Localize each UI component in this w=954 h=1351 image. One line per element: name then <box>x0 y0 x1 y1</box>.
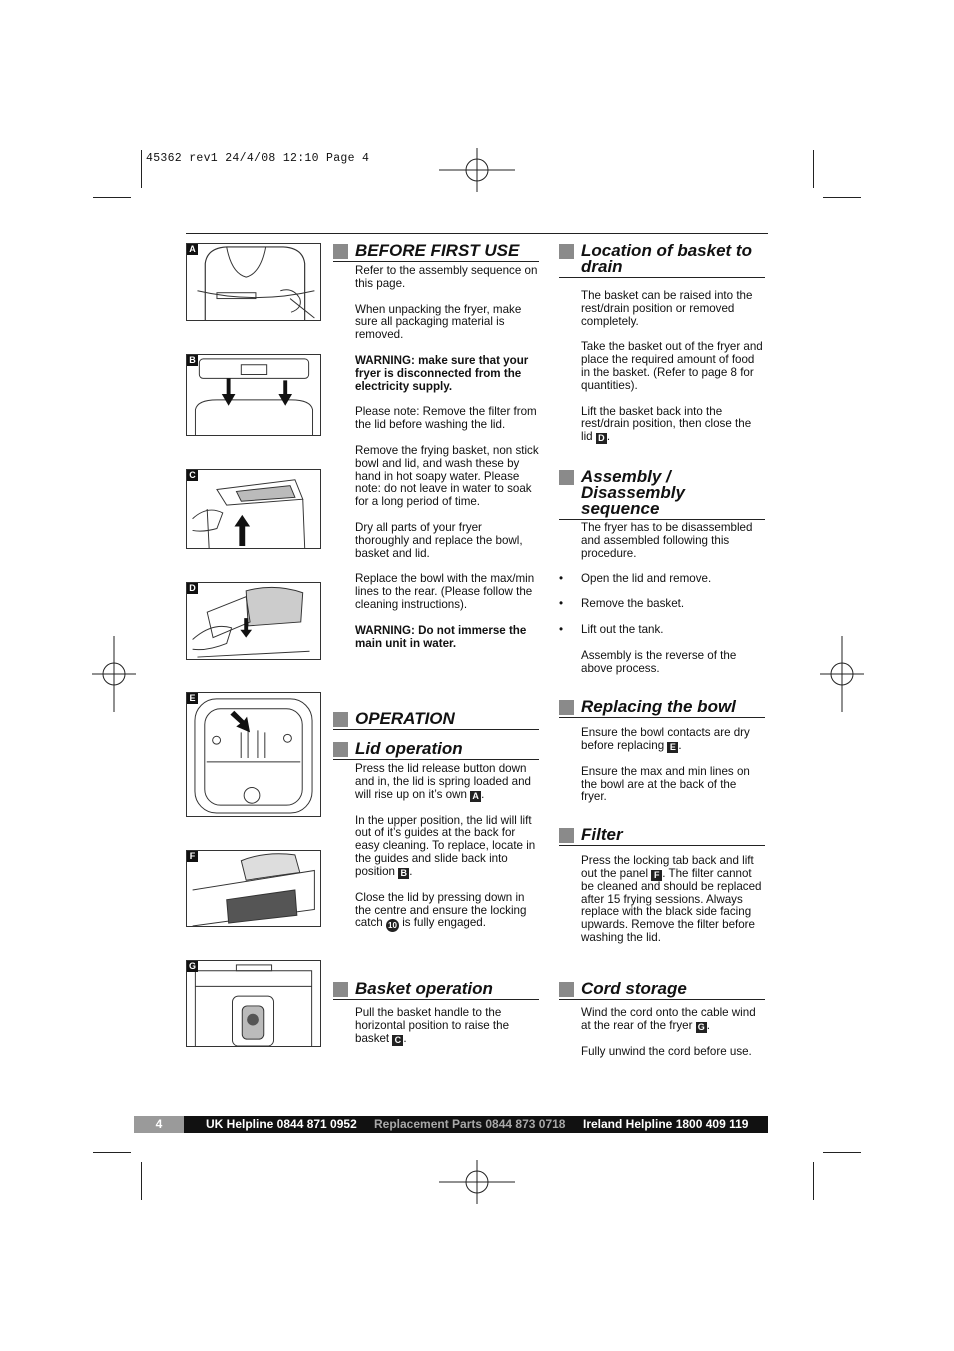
paragraph: In the upper position, the lid will lift out of it’s guides at the back for easy cleaning. To replace, locate in the guides and slide back into position B . <box>355 813 536 878</box>
paragraph: The basket can be raised into the rest/drain position or removed completely. <box>581 289 753 328</box>
figure-ref-b: B <box>398 868 409 879</box>
bullet-item: • Remove the basket. <box>581 598 765 611</box>
section-basket-operation-heading <box>333 981 539 1000</box>
section-square-icon <box>333 982 348 997</box>
section-square-icon <box>333 244 348 259</box>
bullet-item: • Open the lid and remove. <box>581 573 765 586</box>
filter-panel-illustration <box>187 851 320 926</box>
section-operation-heading <box>333 711 539 730</box>
bowl-contacts-illustration <box>187 693 320 816</box>
paragraph: Refer to the assembly sequence on this page. <box>355 264 538 290</box>
crop-mark <box>813 150 814 188</box>
bullet-item: • Lift out the tank. <box>581 624 765 637</box>
ireland-helpline: Ireland Helpline 1800 409 119 <box>583 1117 749 1131</box>
section-square-icon <box>559 700 574 715</box>
paragraph: Ensure the max and min lines on the bowl are at the back of the fryer. <box>581 764 750 804</box>
paragraph: When unpacking the fryer, make sure all packaging material is removed. <box>355 302 522 342</box>
section-square-icon <box>559 470 574 485</box>
lid-removal-illustration <box>187 355 320 435</box>
paragraph: Fully unwind the cord before use. <box>581 1044 752 1058</box>
paragraph: Assembly is the reverse of the above process. <box>581 648 737 675</box>
section-assembly-heading <box>559 469 765 520</box>
crop-mark <box>813 1162 814 1200</box>
figure-c <box>186 469 321 549</box>
figure-a <box>186 243 321 321</box>
crop-mark <box>93 1152 131 1153</box>
paragraph: Wind the cord onto the cable wind at the rear of the fryer G . <box>581 1006 756 1032</box>
warning-text: WARNING: make sure that your fryer is disconnected from the electricity supply. <box>355 353 529 393</box>
figure-label: D <box>187 583 198 594</box>
crop-mark <box>823 1152 861 1153</box>
figure-ref-c: C <box>392 1035 403 1046</box>
paragraph: Ensure the bowl contacts are dry before replacing E . <box>581 726 750 752</box>
section-square-icon <box>559 982 574 997</box>
paragraph: Press the lid release button down and in, the lid is spring loaded and will rise up on it’s own A . <box>355 762 531 801</box>
figure-label: E <box>187 693 198 704</box>
section-location-heading <box>559 243 765 278</box>
figure-ref-e: E <box>667 742 678 753</box>
paragraph: Lift the basket back into the rest/drain position, then close the lid D . <box>581 404 752 444</box>
basket-drain-illustration <box>187 583 320 659</box>
paragraph: Press the locking tab back and lift out the panel F . The filter cannot be cleaned and should be replaced after 15 frying sessions. Always replace with the black side facing upwards. Remove the filter before washing the lid. <box>581 854 762 944</box>
print-slug: 45362 rev1 24/4/08 12:10 Page 4 <box>146 152 370 165</box>
figure-ref-a: A <box>470 791 481 802</box>
figure-ref-d: D <box>596 433 607 444</box>
paragraph: Pull the basket handle to the horizontal position to raise the basket C . <box>355 1006 510 1045</box>
figure-label: G <box>188 961 196 971</box>
heading-text: Lid operation <box>355 739 463 758</box>
part-number-badge: 10 <box>386 919 399 932</box>
heading-text: Replacing the bowl <box>581 697 736 716</box>
fryer-lid-illustration <box>187 244 320 320</box>
paragraph: Take the basket out of the fryer and place the required amount of food in the basket. (Refer to page 8 for quantities). <box>581 340 763 392</box>
page-number: 4 <box>134 1116 184 1133</box>
figure-e <box>186 692 321 817</box>
section-square-icon <box>333 712 348 727</box>
figure-b <box>186 354 321 436</box>
figure-f <box>186 850 321 927</box>
paragraph: The fryer has to be disassembled and assembled following this procedure. <box>581 521 753 560</box>
registration-mark-left <box>92 636 136 712</box>
section-before-first-use-heading <box>333 243 539 262</box>
registration-mark-right <box>820 636 864 712</box>
warning-text: WARNING: Do not immerse the main unit in water. <box>355 623 527 650</box>
figure-d <box>186 582 321 660</box>
paragraph: Please note: Remove the filter from the lid before washing the lid. <box>355 405 537 432</box>
replacement-parts-line: Replacement Parts 0844 873 0718 <box>374 1117 566 1131</box>
paragraph: Replace the bowl with the max/min lines to the rear. (Please follow the cleaning instructions). <box>355 572 535 611</box>
section-square-icon <box>333 742 348 757</box>
figure-label: B <box>187 355 198 366</box>
column-2 <box>559 243 765 444</box>
heading-text: BEFORE FIRST USE <box>355 241 520 260</box>
cord-storage-illustration <box>187 961 320 1046</box>
section-replacing-bowl-heading <box>559 699 765 718</box>
crop-mark <box>141 150 142 188</box>
heading-text: Location of basket to drain <box>581 241 752 276</box>
crop-mark <box>141 1162 142 1200</box>
heading-text: Cord storage <box>581 979 687 998</box>
heading-text: Basket operation <box>355 979 493 998</box>
paragraph: Remove the frying basket, non stick bowl and lid, and wash these by hand in hot soapy water. Please note: do not leave in water to soak for a long period of time. <box>355 443 539 509</box>
figure-ref-f: F <box>651 870 662 881</box>
figure-g <box>186 960 321 1047</box>
column-1 <box>333 243 539 650</box>
figure-ref-g: G <box>697 1021 705 1032</box>
column-2-cord <box>559 981 765 1059</box>
paragraph: Close the lid by pressing down in the centre and ensure the locking catch 10 is fully engaged. <box>355 890 527 931</box>
crop-mark <box>823 197 861 198</box>
column-2-assembly <box>559 469 765 675</box>
basket-raise-illustration <box>187 470 320 548</box>
crop-mark <box>93 197 131 198</box>
figure-label: C <box>187 470 198 481</box>
section-square-icon <box>559 244 574 259</box>
column-1-operation <box>333 711 539 932</box>
registration-mark-bottom <box>439 1160 515 1204</box>
heading-text: Assembly / Disassembly sequence <box>581 467 685 518</box>
helpline-footer <box>134 1116 768 1133</box>
section-filter-heading <box>559 827 765 846</box>
heading-text: OPERATION <box>355 709 455 728</box>
heading-text: Filter <box>581 825 623 844</box>
column-2-filter <box>559 827 765 945</box>
section-cord-storage-heading <box>559 981 765 1000</box>
registration-mark-top <box>439 148 515 192</box>
top-rule <box>186 233 768 234</box>
column-1-basket <box>333 981 539 1046</box>
section-square-icon <box>559 828 574 843</box>
column-2-bowl <box>559 699 765 804</box>
figure-label: F <box>187 851 198 862</box>
section-lid-operation-heading <box>333 741 539 760</box>
figure-label: A <box>187 244 198 255</box>
uk-helpline: UK Helpline 0844 871 0952 <box>206 1117 357 1131</box>
paragraph: Dry all parts of your fryer thoroughly and replace the bowl, basket and lid. <box>355 520 523 560</box>
